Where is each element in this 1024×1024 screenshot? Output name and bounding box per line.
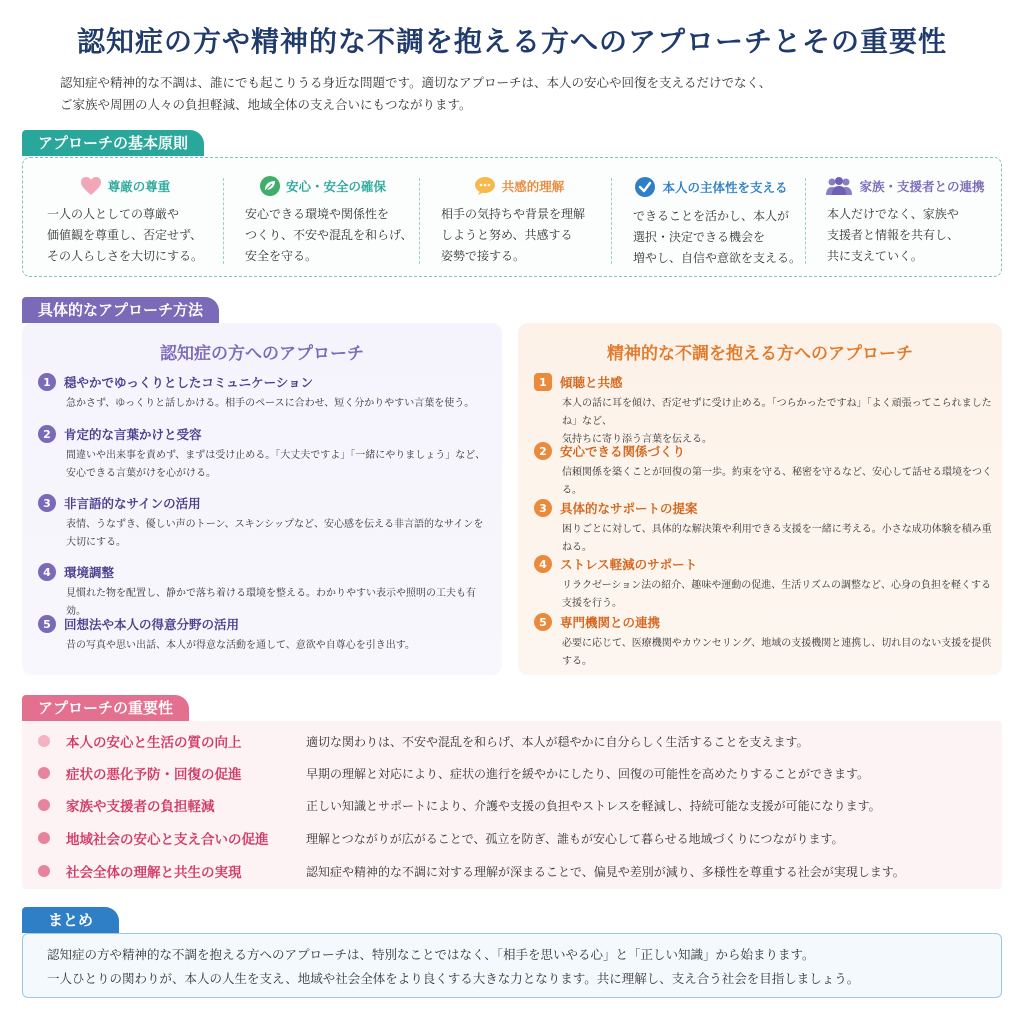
principle-title: 本人の主体性を支える xyxy=(662,180,788,195)
principle-line: しようと努め、共感する xyxy=(441,228,573,242)
page-title: 認知症の方や精神的な不調を抱える方へのアプローチとその重要性 xyxy=(76,25,947,58)
item-desc: 本人の話に耳を傾け、否定せずに受け止める。「つらかったですね」「よく頑張ってこられましたね」など、 xyxy=(562,398,992,427)
item-title: 穏やかでゆっくりとしたコミュニケーション xyxy=(64,375,314,390)
principle-empathy xyxy=(421,168,617,268)
panel-title: 認知症の方へのアプローチ xyxy=(160,344,364,364)
section-heading-methods: 具体的なアプローチ方法 xyxy=(22,297,219,323)
intro-line: 認知症や精神的な不調は、誰にでも起こりうる身近な問題です。適切なアプローチは、本人の安心や回復を支えるだけでなく、 xyxy=(60,75,772,90)
importance-desc: 認知症や精神的な不調に対する理解が深まることで、偏見や差別が減り、多様性を尊重する社会が実現します。 xyxy=(306,864,905,879)
principle-line: できることを活かし、本人が xyxy=(633,209,790,223)
dementia-item xyxy=(38,425,494,483)
number-badge: 3 xyxy=(534,499,552,517)
principle-title: 安心・安全の確保 xyxy=(285,179,386,194)
item-desc: 大切にする。 xyxy=(66,537,126,548)
number-badge: 5 xyxy=(38,615,56,633)
item-title: 回想法や本人の得意分野の活用 xyxy=(64,617,240,632)
bullet-dot xyxy=(38,767,50,779)
item-title: 具体的なサポートの提案 xyxy=(560,501,698,516)
principle-collaboration xyxy=(807,168,1003,268)
principle-title: 共感的理解 xyxy=(501,179,565,194)
bullet-dot xyxy=(38,799,50,811)
section-heading-importance: アプローチの重要性 xyxy=(22,695,189,721)
principle-line: 支援者と情報を共有し、 xyxy=(827,228,960,242)
dementia-approach-panel xyxy=(22,323,502,675)
dementia-item xyxy=(38,494,494,552)
divider xyxy=(805,178,806,264)
principle-line: 相手の気持ちや背景を理解 xyxy=(441,207,586,221)
mental-item xyxy=(534,499,994,557)
item-title: 環境調整 xyxy=(64,565,115,580)
item-desc: 急かさず、ゆっくりと話しかける。相手のペースに合わせ、短く分かりやすい言葉を使う。 xyxy=(66,398,475,409)
number-badge: 3 xyxy=(38,494,56,512)
principle-title: 尊厳の尊重 xyxy=(107,179,171,194)
importance-box xyxy=(22,721,1002,889)
number-badge: 4 xyxy=(534,555,552,573)
principle-line: 安全を守る。 xyxy=(245,249,318,263)
principle-line: 価値観を尊重し、否定せず、 xyxy=(47,228,203,242)
principle-line: 本人だけでなく、家族や xyxy=(827,207,959,221)
principle-line: 安心できる環境や関係性を xyxy=(245,207,390,221)
importance-label: 社会全体の理解と共生の実現 xyxy=(66,865,242,881)
summary-line: 一人ひとりの関わりが、本人の人生を支え、地域や社会全体をより良くする大きな力となります。共に理解し、支え合う社会を目指しましょう。 xyxy=(47,971,860,986)
principle-dignity xyxy=(27,168,223,268)
item-desc: 信頼関係を築くことが回復の第一歩。約束を守る、秘密を守るなど、安心して話せる環境をつくる。 xyxy=(562,467,992,496)
item-desc: 見慣れた物を配置し、静かで落ち着ける環境を整える。わかりやすい表示や照明の工夫も有効。 xyxy=(66,588,476,617)
principle-line: その人らしさを大切にする。 xyxy=(47,249,204,263)
item-title: 肯定的な言葉かけと受容 xyxy=(64,427,202,442)
summary-line: 認知症の方や精神的な不調を抱える方へのアプローチは、特別なことではなく、「相手を思いやる心」と「正しい知識」から始まります。 xyxy=(47,947,815,962)
item-desc: 間違いや出来事を責めず、まずは受け止める。「大丈夫ですよ」「一緒にやりましょう」など、 xyxy=(66,450,486,461)
importance-label: 地域社会の安心と支え合いの促進 xyxy=(66,832,269,848)
mental-item xyxy=(534,555,994,613)
divider xyxy=(223,178,224,264)
mental-item xyxy=(534,373,994,449)
item-title: 非言語的なサインの活用 xyxy=(64,496,201,511)
mental-item xyxy=(534,442,994,500)
leaf-icon xyxy=(260,176,280,196)
check-circle-icon xyxy=(634,176,656,198)
summary-box xyxy=(22,933,1002,998)
speech-bubble-icon xyxy=(474,176,496,196)
principles-box xyxy=(22,157,1002,277)
principle-safety xyxy=(225,168,421,268)
principle-line: 共に支えていく。 xyxy=(827,249,923,263)
importance-row xyxy=(38,859,998,883)
panel-title: 精神的な不調を抱える方へのアプローチ xyxy=(607,344,913,364)
intro-line: ご家族や周囲の人々の負担軽減、地域全体の支え合いにもつながります。 xyxy=(60,97,472,112)
item-desc: 昔の写真や思い出話、本人が得意な活動を通して、意欲や自尊心を引き出す。 xyxy=(66,640,415,651)
item-desc: 気持ちに寄り添う言葉を伝える。 xyxy=(562,434,712,445)
section-heading-summary: まとめ xyxy=(22,907,119,933)
section-heading-principles: アプローチの基本原則 xyxy=(22,130,204,156)
bullet-dot xyxy=(38,832,50,844)
principle-line: 姿勢で接する。 xyxy=(441,249,526,263)
principle-line: 増やし、自信や意欲を支える。 xyxy=(633,251,802,265)
mental-item xyxy=(534,613,994,671)
divider xyxy=(419,178,420,264)
item-desc: 表情、うなずき、優しい声のトーン、スキンシップなど、安心感を伝える非言語的なサインを xyxy=(66,519,484,530)
principle-line: つくり、不安や混乱を和らげ、 xyxy=(245,228,413,242)
mental-health-approach-panel xyxy=(518,323,1002,675)
importance-label: 家族や支援者の負担軽減 xyxy=(66,799,215,815)
dementia-item xyxy=(38,615,494,655)
heart-icon xyxy=(80,176,102,196)
importance-desc: 適切な関わりは、不安や混乱を和らげ、本人が穏やかに自分らしく生活することを支えます。 xyxy=(306,734,809,749)
importance-desc: 早期の理解と対応により、症状の進行を緩やかにしたり、回復の可能性を高めたりすることができます。 xyxy=(306,766,870,781)
number-badge: 4 xyxy=(38,563,56,581)
principle-title: 家族・支援者との連携 xyxy=(859,179,985,194)
item-title: ストレス軽減のサポート xyxy=(560,557,698,572)
number-badge: 5 xyxy=(534,613,552,631)
bullet-dot xyxy=(38,735,50,747)
principle-line: 選択・決定できる機会を xyxy=(633,230,766,244)
intro-text xyxy=(60,72,980,116)
importance-row xyxy=(38,793,998,817)
dementia-item xyxy=(38,563,494,621)
people-icon xyxy=(825,176,853,196)
importance-row xyxy=(38,761,998,785)
bullet-dot xyxy=(38,865,50,877)
number-badge: 2 xyxy=(534,442,552,460)
importance-label: 症状の悪化予防・回復の促進 xyxy=(66,767,242,783)
item-desc: 困りごとに対して、具体的な解決策や利用できる支援を一緒に考える。小さな成功体験を積み重ねる。 xyxy=(562,524,992,553)
item-title: 専門機関との連携 xyxy=(560,615,661,630)
number-badge: 2 xyxy=(38,425,56,443)
importance-desc: 正しい知識とサポートにより、介護や支援の負担やストレスを軽減し、持続可能な支援が可能になります。 xyxy=(306,798,881,813)
number-badge: 1 xyxy=(534,373,552,391)
dementia-item xyxy=(38,373,494,413)
importance-label: 本人の安心と生活の質の向上 xyxy=(66,735,242,751)
principle-autonomy xyxy=(613,168,809,268)
importance-row xyxy=(38,729,998,753)
item-desc: リラクゼーション法の紹介、趣味や運動の促進、生活リズムの調整など、心身の負担を軽くする支援を行う。 xyxy=(562,580,991,609)
divider xyxy=(611,178,612,264)
importance-desc: 理解とつながりが広がることで、孤立を防ぎ、誰もが安心して暮らせる地域づくりにつながります。 xyxy=(306,831,844,846)
importance-row xyxy=(38,826,998,850)
item-desc: 安心できる言葉がけを心がける。 xyxy=(66,468,216,479)
principle-line: 一人の人としての尊厳や xyxy=(47,207,180,221)
number-badge: 1 xyxy=(38,373,56,391)
item-title: 傾聴と共感 xyxy=(560,375,623,390)
item-title: 安心できる関係づくり xyxy=(560,444,686,459)
item-desc: 必要に応じて、医療機関やカウンセリング、地域の支援機関と連携し、切れ目のない支援を提供する。 xyxy=(562,638,992,667)
